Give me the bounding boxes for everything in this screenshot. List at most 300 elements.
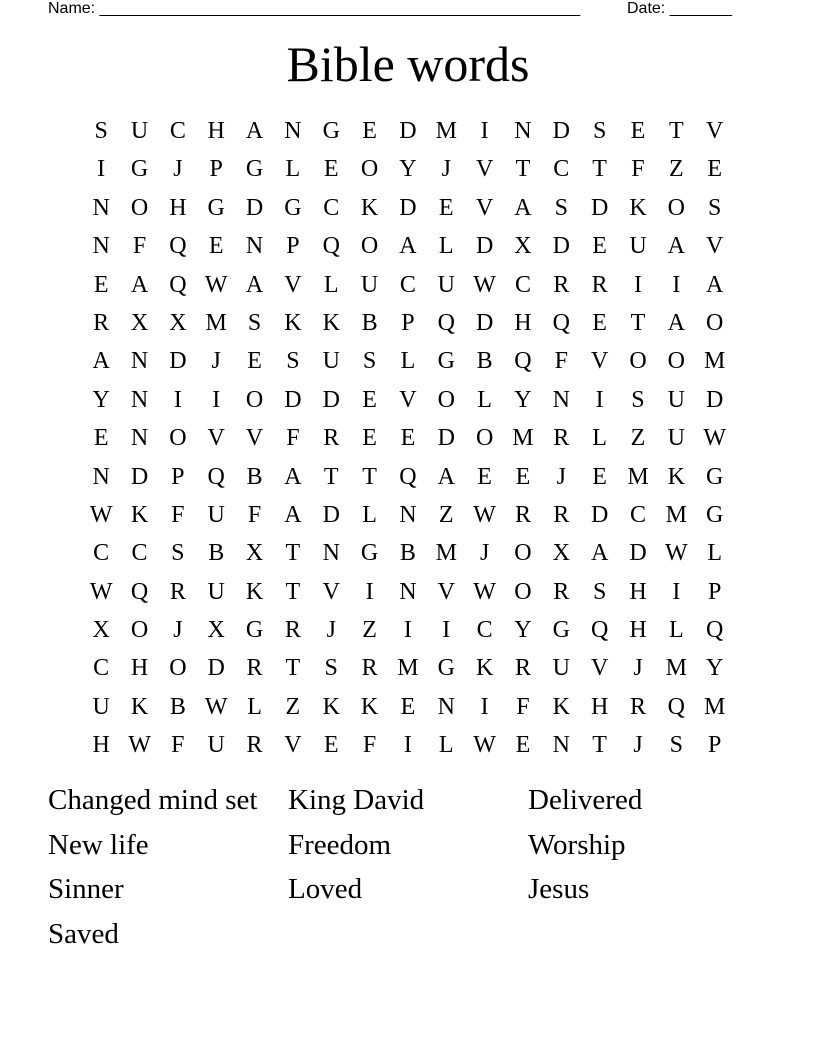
grid-letter: C <box>93 655 110 682</box>
grid-letter: R <box>591 271 608 298</box>
word-list-item: Sinner <box>48 873 124 905</box>
grid-letter: E <box>515 732 531 759</box>
grid-letter: D <box>552 233 570 260</box>
grid-letter: C <box>476 617 493 644</box>
grid-letter: G <box>130 156 149 183</box>
grid-letter: Y <box>514 386 532 413</box>
grid-letter: G <box>207 194 225 221</box>
grid-letter: T <box>592 732 607 759</box>
grid-letter: E <box>323 156 339 183</box>
grid-letter: I <box>480 118 489 144</box>
grid-letter: G <box>552 617 570 644</box>
grid-letter: J <box>556 463 566 490</box>
grid-row <box>82 611 734 649</box>
grid-letter: O <box>130 617 149 644</box>
grid-letter: M <box>704 348 726 375</box>
grid-row <box>82 688 734 726</box>
grid-letter: V <box>322 578 340 605</box>
grid-letter: Z <box>630 425 646 452</box>
grid-letter: H <box>629 578 647 605</box>
grid-letter: G <box>706 463 724 490</box>
grid-letter: U <box>322 348 340 375</box>
grid-letter: M <box>665 501 687 528</box>
grid-letter: U <box>207 578 225 605</box>
word-list-item: Jesus <box>528 873 590 905</box>
grid-letter: D <box>130 463 149 490</box>
grid-letter: P <box>707 732 722 759</box>
grid-letter: S <box>554 194 568 221</box>
grid-letter: E <box>477 463 492 490</box>
grid-letter: N <box>130 386 149 413</box>
grid-letter: Q <box>437 309 455 336</box>
word-list-item: Worship <box>528 828 626 861</box>
grid-letter: U <box>207 501 225 528</box>
grid-letter: I <box>365 578 374 605</box>
grid-letter: A <box>590 540 609 567</box>
grid-letter: L <box>707 540 722 567</box>
grid-letter: W <box>89 578 113 605</box>
grid-letter: V <box>284 271 302 298</box>
grid-letter: R <box>629 693 646 720</box>
grid-letter: A <box>130 271 149 298</box>
grid-letter: C <box>629 501 646 528</box>
worksheet-header <box>0 0 816 20</box>
grid-letter: P <box>209 156 223 183</box>
grid-row <box>82 266 734 304</box>
grid-row <box>82 227 734 265</box>
grid-letter: Z <box>285 693 301 720</box>
grid-letter: O <box>169 425 187 452</box>
grid-letter: C <box>514 271 531 298</box>
grid-letter: T <box>285 578 301 605</box>
grid-letter: F <box>631 156 645 183</box>
grid-letter: N <box>437 693 455 720</box>
grid-letter: V <box>475 156 494 183</box>
grid-letter: N <box>514 118 532 144</box>
grid-letter: K <box>552 693 570 720</box>
grid-letter: H <box>590 693 609 720</box>
grid-letter: V <box>399 386 417 413</box>
grid-letter: V <box>475 194 494 221</box>
grid-letter: K <box>322 309 340 336</box>
word-list-item: Loved <box>288 873 363 905</box>
grid-letter: D <box>322 386 340 413</box>
grid-letter: D <box>399 118 417 144</box>
grid-letter: Q <box>169 233 187 260</box>
grid-letter: T <box>285 655 301 682</box>
grid-letter: F <box>516 693 530 720</box>
grid-letter: R <box>553 501 570 528</box>
grid-letter: F <box>171 732 185 759</box>
grid-letter: C <box>169 118 186 144</box>
grid-letter: S <box>247 309 262 336</box>
grid-letter: R <box>246 655 263 682</box>
grid-letter: U <box>437 271 455 298</box>
grid-letter: V <box>284 732 302 759</box>
grid-letter: T <box>515 156 531 183</box>
grid-letter: H <box>92 732 110 759</box>
grid-letter: H <box>207 118 225 144</box>
grid-letter: F <box>286 425 300 452</box>
grid-letter: T <box>362 463 377 490</box>
grid-letter: W <box>204 271 228 298</box>
grid-letter: R <box>553 271 570 298</box>
grid-letter: H <box>629 617 647 644</box>
grid-letter: D <box>629 540 647 567</box>
grid-letter: F <box>171 501 185 528</box>
grid-letter: S <box>286 348 300 375</box>
grid-letter: J <box>326 617 336 644</box>
grid-letter: J <box>479 540 490 567</box>
grid-letter: S <box>707 194 722 221</box>
grid-letter: X <box>245 540 264 567</box>
grid-letter: N <box>399 501 417 528</box>
page-title: Bible words <box>286 36 530 92</box>
grid-letter: U <box>552 655 570 682</box>
grid-letter: D <box>590 194 609 221</box>
grid-letter: N <box>399 578 417 605</box>
grid-letter: D <box>322 501 340 528</box>
grid-letter: E <box>362 386 377 413</box>
grid-letter: N <box>284 118 302 144</box>
grid-letter: E <box>438 194 454 221</box>
grid-letter: U <box>92 693 110 720</box>
grid-letter: I <box>403 617 412 644</box>
grid-letter: X <box>514 233 532 260</box>
grid-row <box>82 573 734 611</box>
grid-letter: S <box>324 655 338 682</box>
grid-letter: D <box>475 233 494 260</box>
grid-letter: E <box>592 463 607 490</box>
grid-letter: L <box>362 501 377 528</box>
grid-letter: B <box>476 348 493 375</box>
grid-letter: S <box>362 348 377 375</box>
grid-letter: W <box>204 693 228 720</box>
grid-letter: N <box>130 425 149 452</box>
grid-letter: G <box>322 118 340 144</box>
grid-letter: S <box>631 386 645 413</box>
grid-letter: Q <box>399 463 417 490</box>
grid-letter: G <box>437 348 455 375</box>
grid-letter: W <box>89 501 113 528</box>
grid-letter: K <box>245 578 264 605</box>
grid-letter: E <box>362 425 377 452</box>
grid-letter: Y <box>92 386 110 413</box>
grid-letter: T <box>630 309 646 336</box>
grid-letter: O <box>169 655 187 682</box>
grid-letter: C <box>399 271 416 298</box>
grid-letter: C <box>553 156 570 183</box>
grid-row <box>82 726 734 764</box>
grid-letter: E <box>362 118 377 144</box>
grid-letter: Q <box>130 578 149 605</box>
grid-letter: D <box>169 348 187 375</box>
grid-row <box>82 381 734 419</box>
grid-letter: R <box>361 655 378 682</box>
grid-letter: D <box>475 309 494 336</box>
grid-letter: V <box>706 118 724 144</box>
grid-letter: Z <box>438 501 454 528</box>
grid-letter: S <box>669 732 683 759</box>
grid-letter: L <box>477 386 492 413</box>
grid-letter: I <box>173 386 182 413</box>
word-list-item: Delivered <box>528 784 643 816</box>
grid-letter: I <box>480 693 489 720</box>
grid-letter: A <box>667 233 685 260</box>
grid-letter: E <box>208 233 224 260</box>
word-search-grid <box>82 112 734 765</box>
word-list-item: Saved <box>48 917 119 950</box>
grid-letter: Q <box>207 463 225 490</box>
grid-letter: H <box>169 194 187 221</box>
grid-letter: N <box>130 348 149 375</box>
grid-letter: E <box>400 425 416 452</box>
grid-letter: I <box>672 578 681 605</box>
grid-letter: W <box>473 578 496 605</box>
grid-letter: E <box>323 732 339 759</box>
grid-letter: Z <box>362 617 377 644</box>
grid-letter: Q <box>169 271 187 298</box>
grid-row <box>82 189 734 227</box>
grid-letter: B <box>169 693 186 720</box>
grid-letter: C <box>131 540 148 567</box>
grid-letter: V <box>706 233 724 260</box>
grid-letter: B <box>399 540 416 567</box>
grid-letter: G <box>437 655 455 682</box>
grid-letter: I <box>212 386 221 413</box>
grid-letter: O <box>667 194 685 221</box>
grid-letter: J <box>173 617 183 644</box>
grid-letter: D <box>590 501 609 528</box>
grid-letter: R <box>323 425 340 452</box>
grid-letter: E <box>592 233 607 260</box>
grid-letter: M <box>627 463 649 490</box>
grid-letter: K <box>130 501 149 528</box>
grid-letter: U <box>130 118 149 144</box>
grid-letter: L <box>400 348 416 375</box>
grid-letter: N <box>92 233 110 260</box>
grid-letter: M <box>704 693 726 720</box>
grid-letter: W <box>665 540 688 567</box>
grid-letter: S <box>592 578 607 605</box>
grid-letter: L <box>247 693 262 720</box>
grid-letter: I <box>442 617 451 644</box>
grid-letter: A <box>245 271 264 298</box>
grid-letter: I <box>97 156 106 183</box>
grid-letter: L <box>438 732 454 759</box>
grid-letter: U <box>360 271 379 298</box>
grid-letter: T <box>323 463 339 490</box>
grid-letter: P <box>401 309 415 336</box>
grid-letter: R <box>553 425 570 452</box>
grid-row <box>82 458 734 496</box>
grid-letter: W <box>473 501 496 528</box>
grid-letter: B <box>246 463 263 490</box>
grid-letter: J <box>441 156 451 183</box>
grid-letter: C <box>93 540 110 567</box>
grid-letter: F <box>554 348 568 375</box>
grid-letter: S <box>94 118 108 144</box>
grid-letter: W <box>128 732 151 759</box>
grid-letter: M <box>397 655 419 682</box>
grid-letter: R <box>284 617 301 644</box>
grid-letter: H <box>514 309 532 336</box>
grid-letter: K <box>629 194 647 221</box>
grid-letter: R <box>514 501 531 528</box>
grid-row <box>82 150 734 188</box>
grid-letter: A <box>667 309 685 336</box>
grid-letter: J <box>211 348 221 375</box>
grid-letter: B <box>361 309 378 336</box>
grid-letter: B <box>208 540 225 567</box>
grid-row <box>82 304 734 342</box>
grid-letter: V <box>207 425 225 452</box>
grid-letter: V <box>590 348 609 375</box>
grid-letter: X <box>130 309 149 336</box>
grid-letter: J <box>633 732 643 759</box>
grid-letter: O <box>514 578 532 605</box>
grid-letter: E <box>247 348 262 375</box>
grid-letter: G <box>284 194 302 221</box>
grid-letter: P <box>286 233 300 260</box>
grid-letter: C <box>323 194 340 221</box>
grid-letter: Y <box>514 617 532 644</box>
grid-letter: T <box>592 156 607 183</box>
grid-letter: G <box>360 540 379 567</box>
grid-letter: D <box>552 118 570 144</box>
grid-letter: E <box>93 271 109 298</box>
grid-letter: A <box>514 194 532 221</box>
word-list-item: King David <box>288 784 425 816</box>
grid-letter: I <box>595 386 604 413</box>
grid-letter: H <box>130 655 149 682</box>
grid-letter: S <box>592 118 607 144</box>
grid-letter: D <box>437 425 455 452</box>
grid-letter: Q <box>590 617 609 644</box>
grid-letter: X <box>92 617 110 644</box>
grid-letter: Q <box>514 348 532 375</box>
grid-letter: K <box>667 463 685 490</box>
grid-letter: E <box>93 425 109 452</box>
grid-letter: Y <box>706 655 724 682</box>
name-field-label: Name: ______________________________________________________ <box>48 0 581 17</box>
grid-letter: R <box>93 309 110 336</box>
grid-letter: X <box>207 617 225 644</box>
grid-letter: N <box>552 732 570 759</box>
grid-letter: K <box>322 693 340 720</box>
grid-letter: E <box>515 463 531 490</box>
grid-letter: G <box>245 617 264 644</box>
grid-letter: I <box>672 271 681 298</box>
grid-letter: N <box>245 233 264 260</box>
word-list <box>48 780 768 958</box>
grid-letter: O <box>360 156 379 183</box>
grid-letter: G <box>245 156 264 183</box>
grid-letter: M <box>665 655 687 682</box>
grid-letter: G <box>706 501 724 528</box>
grid-letter: L <box>323 271 339 298</box>
grid-letter: X <box>169 309 187 336</box>
grid-letter: K <box>130 693 149 720</box>
grid-letter: E <box>592 309 607 336</box>
grid-letter: W <box>703 425 726 452</box>
grid-letter: O <box>706 309 724 336</box>
grid-letter: R <box>246 732 263 759</box>
grid-letter: I <box>633 271 642 298</box>
grid-letter: P <box>171 463 185 490</box>
word-list-item: Freedom <box>288 828 392 861</box>
grid-row <box>82 342 734 380</box>
grid-row <box>82 496 734 534</box>
grid-letter: L <box>668 617 684 644</box>
grid-letter: W <box>473 271 496 298</box>
grid-letter: Q <box>706 617 724 644</box>
grid-letter: M <box>512 425 534 452</box>
grid-letter: K <box>360 194 379 221</box>
grid-letter: U <box>667 386 685 413</box>
grid-letter: Q <box>322 233 340 260</box>
grid-letter: A <box>399 233 417 260</box>
grid-letter: K <box>360 693 379 720</box>
grid-letter: Q <box>667 693 685 720</box>
grid-letter: D <box>245 194 264 221</box>
grid-letter: Z <box>668 156 684 183</box>
grid-letter: X <box>552 540 570 567</box>
grid-letter: T <box>668 118 684 144</box>
grid-row <box>82 649 734 687</box>
grid-letter: L <box>592 425 607 452</box>
grid-row <box>82 534 734 572</box>
grid-letter: K <box>475 655 494 682</box>
grid-row <box>82 112 734 150</box>
grid-letter: A <box>284 501 302 528</box>
grid-letter: R <box>514 655 531 682</box>
grid-letter: A <box>437 463 455 490</box>
grid-row <box>82 419 734 457</box>
grid-letter: A <box>245 118 264 144</box>
grid-letter: O <box>245 386 264 413</box>
grid-letter: O <box>667 348 685 375</box>
grid-letter: O <box>437 386 455 413</box>
grid-letter: O <box>130 194 149 221</box>
grid-letter: U <box>207 732 225 759</box>
grid-letter: U <box>629 233 647 260</box>
grid-letter: F <box>132 233 147 260</box>
grid-letter: E <box>707 156 722 183</box>
grid-letter: T <box>285 540 301 567</box>
grid-letter: D <box>399 194 417 221</box>
grid-letter: V <box>590 655 609 682</box>
grid-letter: L <box>285 156 301 183</box>
grid-letter: V <box>245 425 264 452</box>
grid-letter: M <box>435 540 457 567</box>
grid-letter: N <box>92 463 110 490</box>
grid-letter: O <box>475 425 494 452</box>
grid-letter: Y <box>399 156 417 183</box>
grid-letter: N <box>322 540 340 567</box>
word-list-item: Changed mind set <box>48 784 258 816</box>
grid-letter: S <box>171 540 185 567</box>
grid-letter: E <box>630 118 646 144</box>
grid-letter: J <box>173 156 183 183</box>
grid-letter: M <box>205 309 227 336</box>
grid-letter: L <box>438 233 454 260</box>
grid-letter: Q <box>552 309 570 336</box>
grid-letter: J <box>633 655 643 682</box>
grid-letter: E <box>400 693 416 720</box>
grid-letter: N <box>552 386 570 413</box>
word-list-item: New life <box>48 828 149 861</box>
